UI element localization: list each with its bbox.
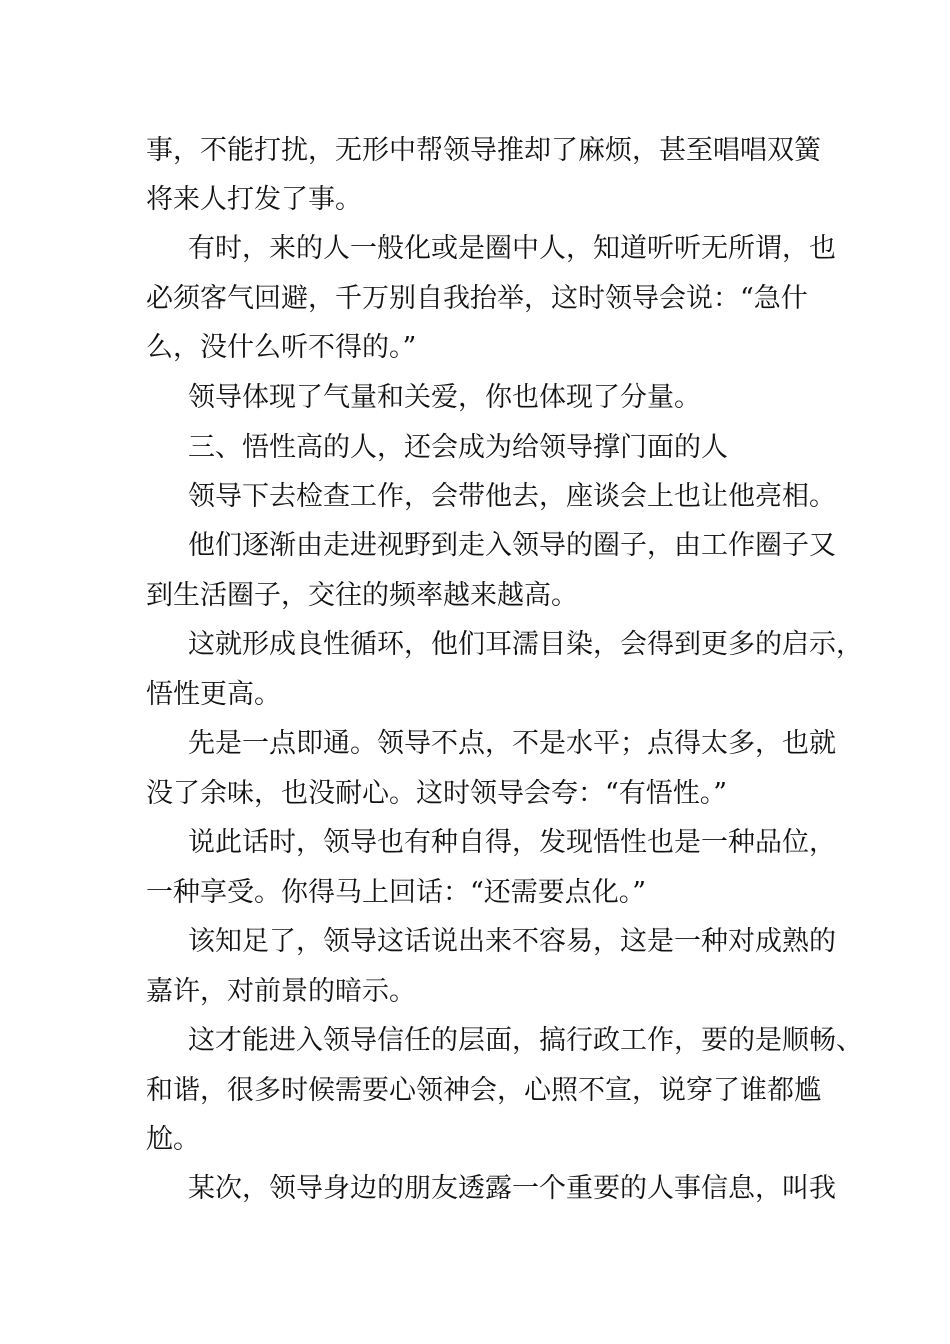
text-line-16: 一种享受。你得马上回话：“还需要点化。” xyxy=(146,877,647,908)
text-line-12: 悟性更高。 xyxy=(146,679,281,710)
text-line-10: 到生活圈子，交往的频率越来越高。 xyxy=(146,580,578,611)
text-line-18: 嘉许，对前景的暗示。 xyxy=(146,976,416,1007)
text-line-13: 先是一点即通。领导不点，不是水平；点得太多，也就 xyxy=(188,728,836,759)
text-line-8: 领导下去检查工作，会带他去，座谈会上也让他亮相。 xyxy=(188,481,836,512)
text-line-21: 尬。 xyxy=(146,1124,200,1155)
text-line-14: 没了余味，也没耐心。这时领导会夸：“有悟性。” xyxy=(146,778,728,809)
section-heading: 三、悟性高的人，还会成为给领导撑门面的人 xyxy=(188,432,728,463)
text-line-5: 么，没什么听不得的。” xyxy=(146,332,417,363)
text-line-19: 这才能进入领导信任的层面，搞行政工作，要的是顺畅、 xyxy=(188,1025,863,1056)
text-line-4: 必须客气回避，千万别自我抬举，这时领导会说：“急什 xyxy=(146,283,808,314)
text-line-17: 该知足了，领导这话说出来不容易，这是一种对成熟的 xyxy=(188,926,836,957)
text-line-15: 说此话时，领导也有种自得，发现悟性也是一种品位， xyxy=(188,827,836,858)
text-line-6: 领导体现了气量和关爱，你也体现了分量。 xyxy=(188,382,701,413)
text-line-3: 有时，来的人一般化或是圈中人，知道听听无所谓，也 xyxy=(188,233,836,264)
text-line-1: 事，不能打扰，无形中帮领导推却了麻烦，甚至唱唱双簧 xyxy=(146,135,821,166)
text-line-20: 和谐，很多时候需要心领神会，心照不宣，说穿了谁都尴 xyxy=(146,1075,821,1106)
text-line-9: 他们逐渐由走进视野到走入领导的圈子，由工作圈子又 xyxy=(188,530,836,561)
text-line-22: 某次，领导身边的朋友透露一个重要的人事信息，叫我 xyxy=(188,1173,836,1204)
text-line-2: 将来人打发了事。 xyxy=(146,184,362,215)
text-line-11: 这就形成良性循环，他们耳濡目染，会得到更多的启示， xyxy=(188,629,863,660)
